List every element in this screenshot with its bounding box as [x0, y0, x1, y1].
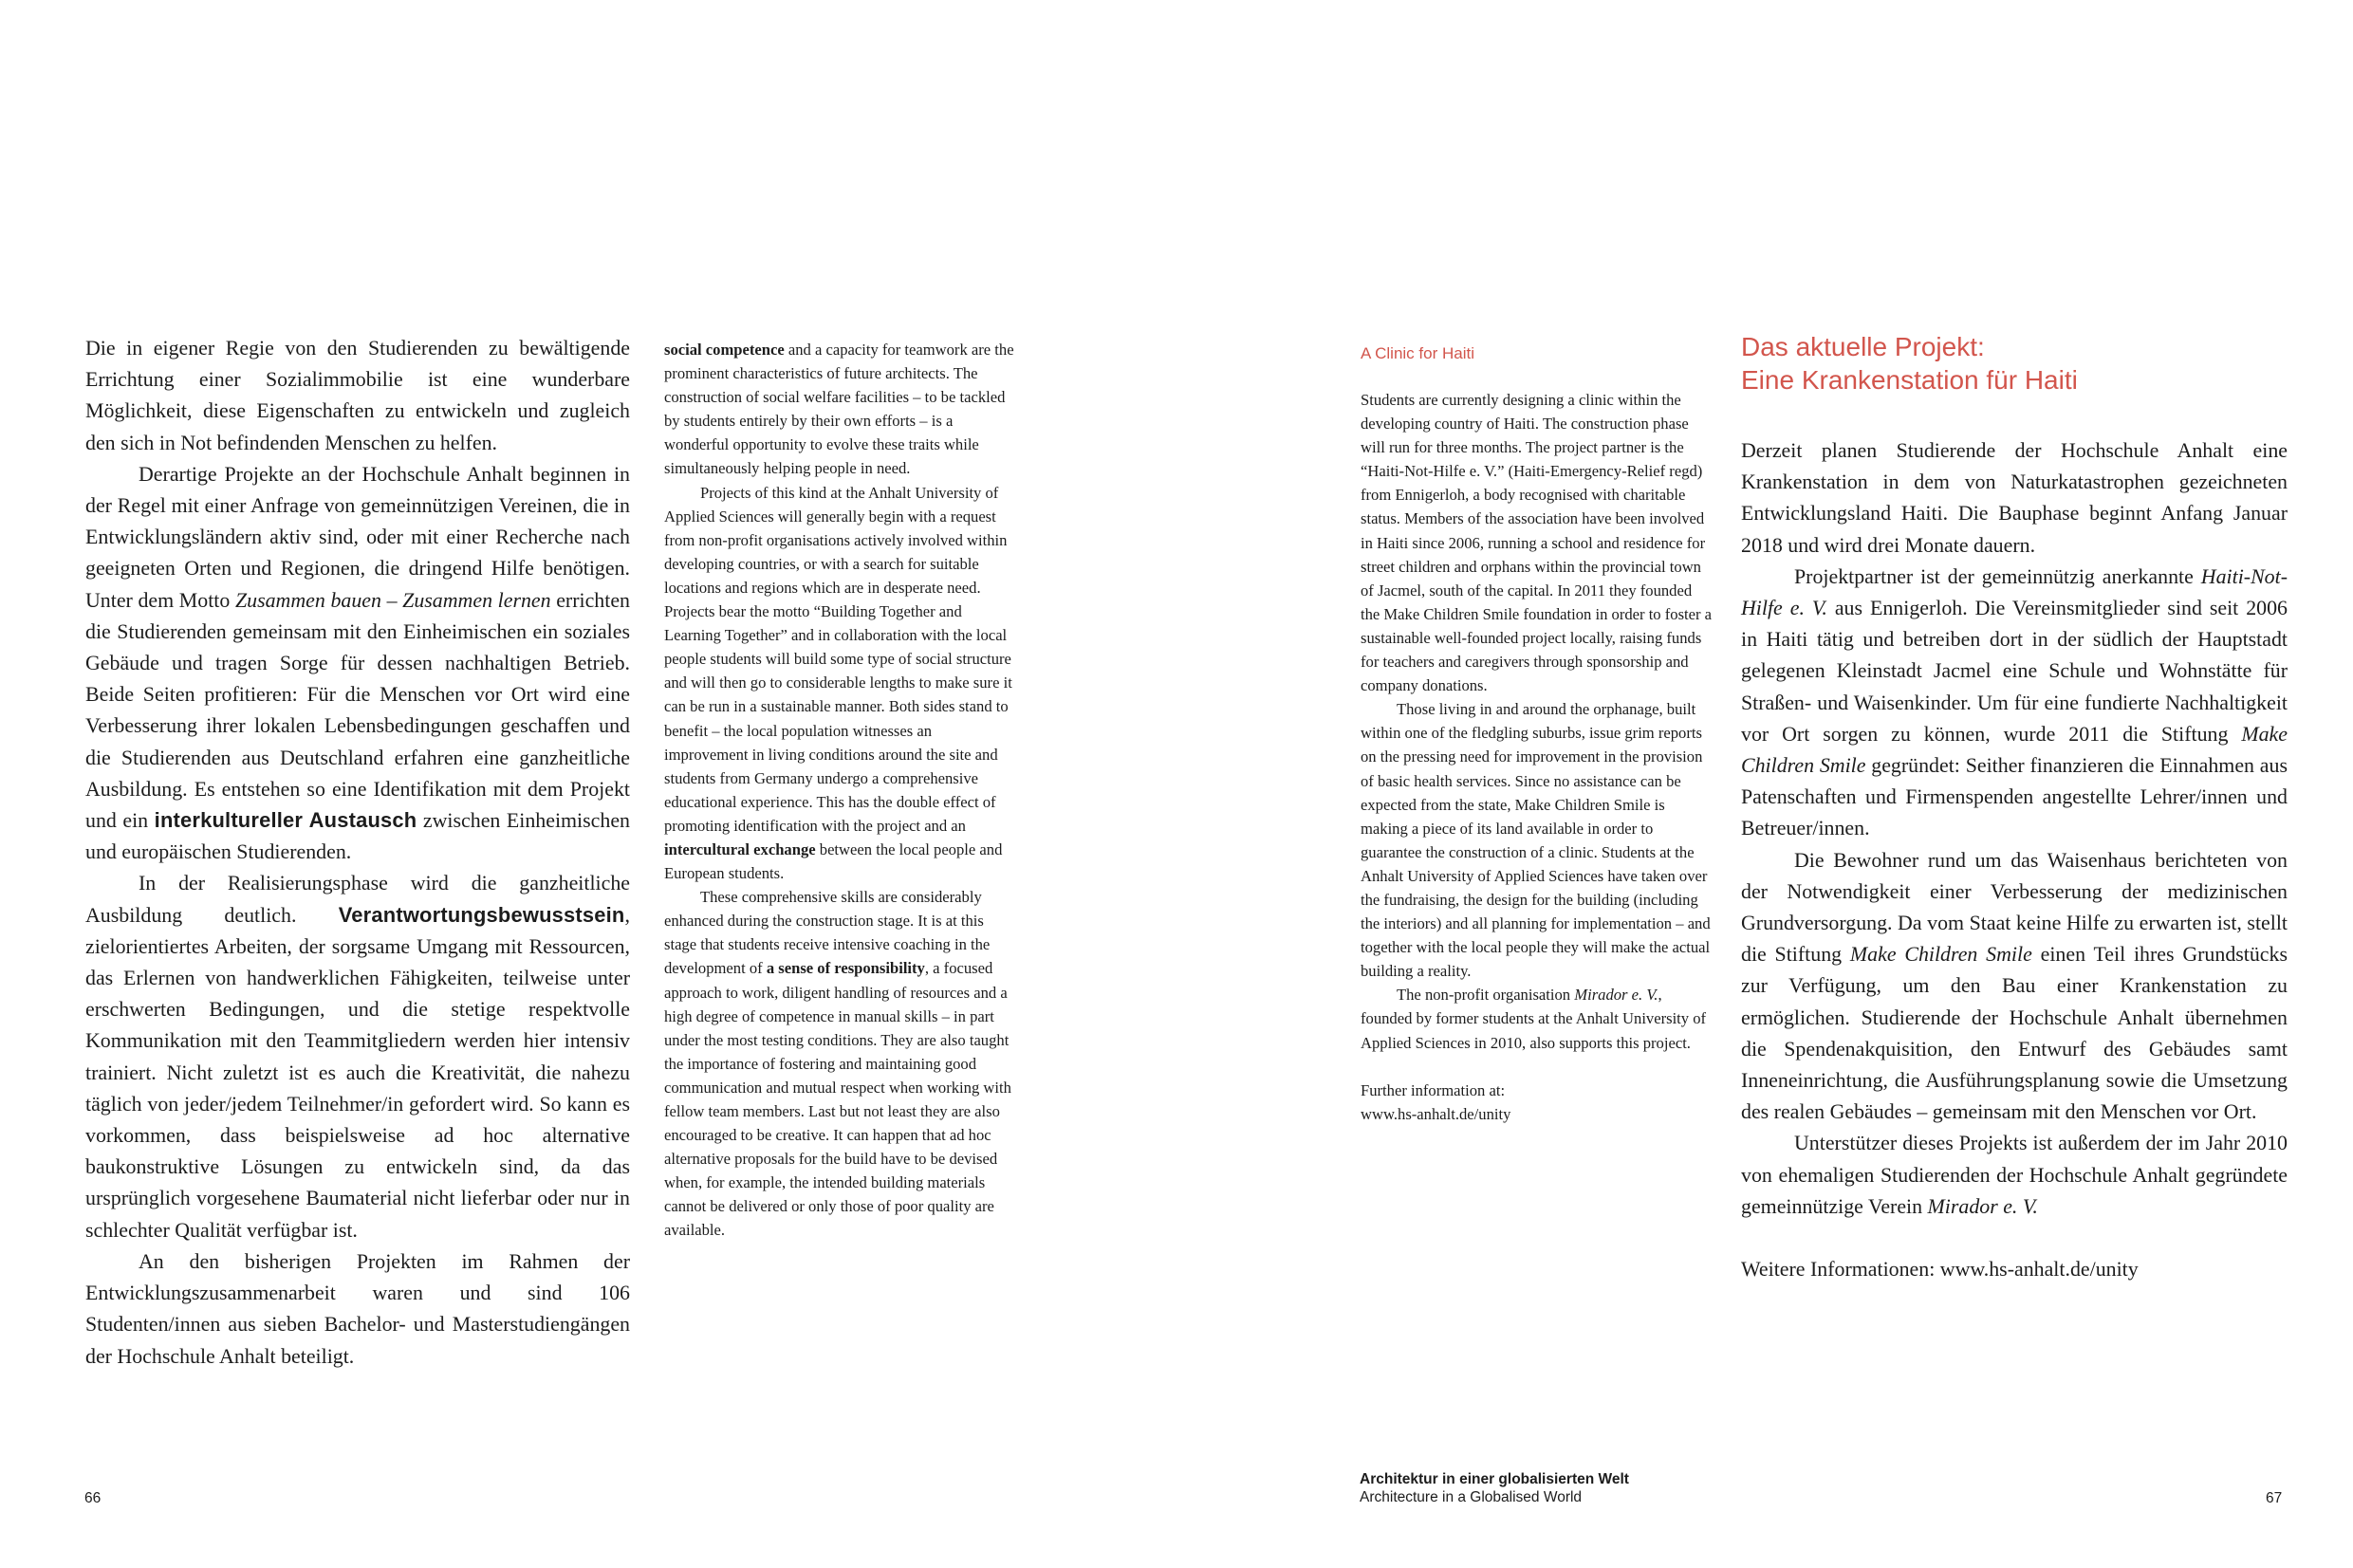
right-de-paragraph-4: Unterstützer dieses Projekts ist außerdem der im Jahr 2010 von ehemaligen Studierenden der Hochschule Anhalt gegründete gemeinnützige Verein Mirador e. V.: [1741, 1131, 2288, 1218]
responsibility-emphasis: Verantwortungsbewusstsein: [338, 902, 625, 927]
left-en-paragraph-1: social competence and a capacity for teamwork are the prominent characteristics of future architects. The construction of social welfare facilities – to be tackled by students entirely by their own efforts – is a wonderful opportunity to evolve these traits while simultaneously helping people in need.: [664, 341, 1014, 478]
right-de-paragraph-3: Die Bewohner rund um das Waisenhaus berichteten von der Notwendigkeit einer Verbesserung der medizinischen Grundversorgung. Da vom Staat keine Hilfe zu erwarten ist, stellt die Stiftung Make Children Smile einen Teil ihres Grundstücks zur Verfügung, um den Bau einer Krankenstation zu ermöglichen. Studierende der Hochschule Anhalt übernehmen die Spendenakquisition, den Entwurf des Gebäudes samt Inneneinrichtung, die Ausführungsplanung sowie die Umsetzung des realen Gebäudes – gemeinsam mit den Menschen vor Ort.: [1741, 847, 2288, 1124]
unity-link: www.hs-anhalt.de/unity: [1361, 1104, 1511, 1123]
right-german-column: [1741, 330, 2288, 1284]
right-en-further-info: Further information at: www.hs-anhalt.de/unity: [1361, 1080, 1511, 1123]
left-de-paragraph-3: In der Realisierungsphase wird die ganzheitliche Ausbildung deutlich. Verantwortungsbewusstsein, zielorientiertes Arbeiten, der sorgsame Umgang mit Ressourcen, das Erlernen von handwerklichen Fähigkeiten, teilweise unter erschwerten Bedingungen, und die stetige respektvolle Kommunikation mit den Teammitgliedern werden hier intensiv trainiert. Nicht zuletzt ist es auch die Kreativität, die nahezu täglich von jeder/jedem Teilnehmer/in gefordert wird. So kann es vorkommen, dass beispielsweise ad hoc alternative baukonstruktive Lösungen zu entwickeln sind, da das ursprünglich vorgesehene Baumaterial nicht lieferbar oder nur in schlechter Qualität verfügbar ist.: [85, 871, 630, 1242]
right-de-paragraph-2: Projektpartner ist der gemeinnützig anerkannte Haiti-Not-Hilfe e. V. aus Ennigerloh. Die Vereinsmitglieder sind seit 2006 in Haiti tätig und betreiben dort in der südlich der Hauptstadt gelegenen Kleinstadt Jacmel eine Schule und Wohnstätte für Straßen- und Waisenkinder. Um für eine fundierte Nachhaltigkeit vor Ort sorgen zu können, wurde 2011 die Stiftung Make Children Smile gegründet: Seither finanzieren die Einnahmen aus Patenschaften und Firmenspenden angestellte Lehrer/innen und Betreuer/innen.: [1741, 563, 2288, 840]
left-english-column: [664, 338, 1015, 1243]
left-en-paragraph-2: Projects of this kind at the Anhalt University of Applied Sciences will generally begin with a request from non-profit organisations actively involved within developing countries, or with a search for suitable locations and regions which are in desperate need. Projects bear the motto “Building Together and Learning Together” and in collaboration with the local people students will build some type of social structure and will then go to considerable lengths to make sure it can be run in a sustainable manner. Both sides stand to benefit – the local population witnesses an improvement in living conditions around the site and students from Germany undergo a comprehensive educational experience. This has the double effect of promoting identification with the project and an intercultural exchange between the local people and European students.: [664, 483, 1012, 883]
left-de-paragraph-2: Derartige Projekte an der Hochschule Anhalt beginnen in der Regel mit einer Anfrage von gemeinnützigen Vereinen, die in Entwicklungsländern aktiv sind, oder mit einer Recherche nach geeigneten Orten und Regionen, die dringend Hilfe benötigen. Unter dem Motto Zusammen bauen – Zusammen lernen errichten die Studierenden gemeinsam mit den Einheimischen ein soziales Gebäude und tragen Sorge für dessen nachhaltigen Betrieb. Beide Seiten profitieren: Für die Menschen vor Ort wird eine Verbesserung ihrer lokalen Lebensbedingungen geschaffen und die Studierenden aus Deutschland erfahren eine ganzheitliche Ausbildung. Es entstehen so eine Identifikation mit dem Projekt und ein interkultureller Austausch zwischen Einheimischen und europäischen Studierenden.: [85, 461, 630, 864]
project-heading-line-2: Eine Krankenstation für Haiti: [1741, 365, 2078, 395]
right-en-paragraph-1: Students are currently designing a clinic within the developing country of Haiti. The construction phase will run for three months. The project partner is the “Haiti-Not-Hilfe e. V.” (Haiti-Emergency-Relief regd) from Ennigerloh, a body recognised with charitable status. Members of the association have been involved in Haiti since 2006, running a school and residence for street children and orphans within the provincial town of Jacmel, south of the capital. In 2011 they founded the Make Children Smile foundation in order to foster a sustainable well-founded project locally, raising funds for teachers and caregivers through sponsorship and company donations.: [1361, 391, 1713, 695]
right-english-column: [1361, 343, 1714, 1126]
intercultural-exchange-emphasis: interkultureller Austausch: [154, 808, 417, 833]
running-footer-title-en: Architecture in a Globalised World: [1360, 1489, 1583, 1505]
running-footer: [1360, 1470, 1629, 1506]
right-de-further-info: Weitere Informationen: www.hs-anhalt.de/unity: [1741, 1257, 2139, 1282]
right-de-paragraph-1: Derzeit planen Studierende der Hochschule Anhalt eine Krankenstation in dem von Naturkatastrophen gezeichneten Entwicklungsland Haiti. Die Bauphase beginnt Anfang Januar 2018 und wird drei Monate dauern.: [1741, 438, 2288, 557]
page-number-right: 67: [2266, 1490, 2283, 1506]
clinic-caption: A Clinic for Haiti: [1361, 344, 1474, 362]
right-en-paragraph-2: Those living in and around the orphanage, built within one of the fledgling suburbs, issue grim reports on the pressing need for improvement in the provision of basic health services. Since no assistance can be expected from the state, Make Children Smile is making a piece of its land available in order to guarantee the construction of a clinic. Students at the Anhalt University of Applied Sciences have taken over the fundraising, the design for the building (including the interiors) and all planning for implementation – and together with the local people they will make the actual building a reality.: [1361, 700, 1711, 981]
left-de-paragraph-1: Die in eigener Regie von den Studierenden zu bewältigende Errichtung einer Sozialimmobilie ist eine wunderbare Möglichkeit, diese Eigenschaften zu entwickeln und zugleich den sich in Not befindenden Menschen zu helfen.: [85, 336, 630, 454]
project-heading: [1741, 330, 2288, 397]
left-en-paragraph-3: These comprehensive skills are considerably enhanced during the construction stage. It is at this stage that students receive intensive coaching in the development of a sense of responsibility, a focused approach to work, diligent handling of resources and a high degree of competence in manual skills – in part under the most testing conditions. They are also taught the importance of fostering and maintaining good communication and mutual respect when working with fellow team members. Last but not least they are also encouraged to be creative. It can happen that ad hoc alternative proposals for the build have to be devised when, for example, the intended building materials cannot be delivered or only those of poor quality are available.: [664, 888, 1011, 1240]
left-german-column: [85, 332, 630, 1372]
right-en-paragraph-3: The non-profit organisation Mirador e. V., founded by former students at the Anhalt University of Applied Sciences in 2010, also supports this project.: [1361, 986, 1707, 1052]
page-number-left: 66: [84, 1490, 102, 1506]
left-de-paragraph-4: An den bisherigen Projekten im Rahmen der Entwicklungszusammenarbeit waren und sind 106 Studenten/innen aus sieben Bachelor- und Masterstudiengängen der Hochschule Anhalt beteiligt.: [85, 1248, 630, 1368]
project-heading-line-1: Das aktuelle Projekt:: [1741, 332, 1985, 361]
running-footer-title-de: Architektur in einer globalisierten Welt: [1360, 1471, 1629, 1487]
